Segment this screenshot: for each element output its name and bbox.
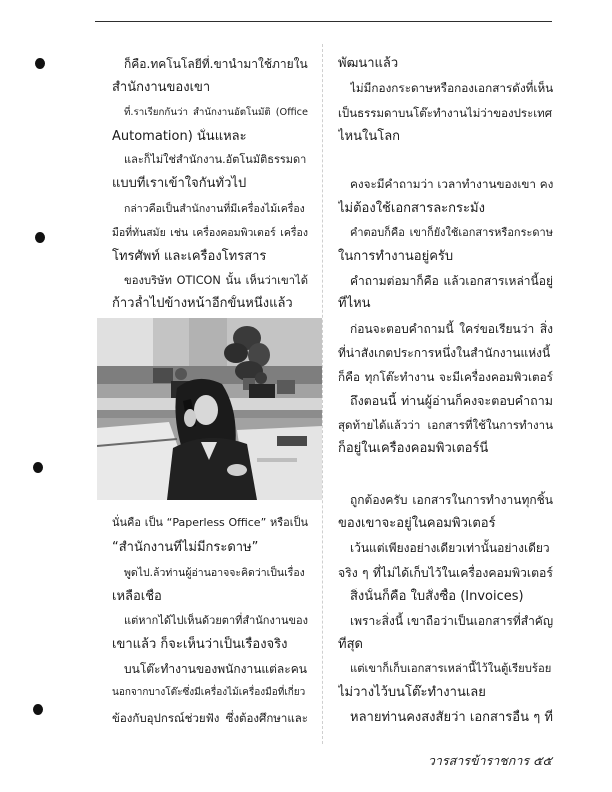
body-text-line: สุดท้ายได้แล้วว่า เอกสารที่ใช้ในการทำงาน (338, 418, 553, 432)
body-text-line: เขาแล้ว ก็จะเห็นว่าเป็นเรื่องจริง (112, 637, 288, 652)
body-text-line: เพราะสิ่งนี้ เขาถือว่าเป็นเอกสารที่สำคัญ (350, 614, 553, 628)
bright-window (97, 318, 153, 366)
body-text-line: นั่นคือ เป็น “Paperless Office” หรือเป็น (112, 516, 308, 529)
body-text-line: ก่อนจะตอบคำถามนี้ ใคร่ขอเรียนว่า สิ่ง (350, 322, 553, 336)
body-text-line: พัฒนาแล้ว (338, 56, 399, 71)
body-text-line: ก้าวล้ำไปข้างหน้าอีกขั้นหนึ่งแล้ว (112, 296, 293, 311)
body-text-line: ข้องกับอุปกรณ์ช่วยฟัง ซึ่งต้องศึกษาและ (112, 711, 308, 725)
body-text-line: แต่เขาก็เก็บเอกสารเหล่านี้ไว้ในตู้เรียบร้อย (350, 662, 552, 675)
body-text-line: บนโต๊ะทำงานของพนักงานแต่ละคน (124, 662, 307, 676)
body-text-line: ถึงตอนนี้ ท่านผู้อ่านก็คงจะตอบคำถาม (350, 393, 553, 408)
body-text-line: ที่สุด (338, 637, 363, 652)
body-text-line: ในการทำงานอยู่ครับ (338, 249, 454, 264)
body-text-line: กล่าวคือเป็นสำนักงานที่มีเครื่องไม้เครื่อง (124, 203, 305, 215)
body-text-line: ก็คือ.ทคโนโลยีที่.ขานำมาใช้ภายใน (124, 57, 308, 71)
body-text-line: นอกจากบางโต๊ะซึ่งมีเครื่องไม้เครื่องมือที่เกี่ยว (112, 687, 306, 698)
body-text-line: ไม่มีกองกระดาษหรือกองเอกสารดังที่เห็น (350, 81, 553, 95)
office-photo-image (97, 318, 322, 500)
body-text-line: และก็ไม่ใช่สำนักงาน.อัตโนมัติธรรมดา (124, 153, 307, 166)
body-text-line: ถูกต้องครับ เอกสารในการทำงานทุกชิ้น (350, 493, 553, 507)
body-text-line: แต่หากได้ไปเห็นด้วยตาที่สำนักงานของ (124, 614, 308, 627)
body-text-line: ที่.ราเรียกกันว่า สำนักงานอัตโนมัติ (Office (124, 107, 308, 118)
body-text-line: มือที่ทันสมัย เช่น เครื่องคอมพิวเตอร์ เครื่อง (112, 227, 308, 239)
binder-hole (33, 462, 43, 473)
body-text-line: แบบที่เราเข้าใจกันทั่วไป (112, 176, 247, 191)
body-text-line: ไหนในโลก (338, 129, 401, 144)
body-text-line: คำถามต่อมาก็คือ แล้วเอกสารเหล่านี้อยู่ (350, 274, 553, 288)
body-text-line: หลายท่านคงสงสัยว่า เอกสารอื่น ๆ ที่ (350, 710, 553, 725)
binder-hole (35, 232, 45, 243)
body-text-line: เป็นธรรมดาบนโต๊ะทำงานไม่ว่าของประเทศ (338, 106, 553, 120)
right-column (338, 0, 553, 792)
binder-hole (35, 58, 45, 69)
body-text-line: คงจะมีคำถามว่า เวลาทำงานของเขา คง (350, 177, 553, 191)
body-text-line: สำนักงานของเขา (112, 80, 211, 95)
body-text-line: สิ่งนั้นก็คือ ใบสั่งซื้อ (Invoices) (350, 589, 524, 604)
desk-telephone (277, 436, 307, 446)
body-text-line: ที่ไหน (338, 296, 371, 311)
body-text-line: ของบริษัท OTICON นั้น เห็นว่าเขาได้ (124, 274, 308, 287)
body-text-line: คำตอบก็คือ เขาก็ยังใช้เอกสารหรือกระดาษ (350, 226, 553, 239)
body-text-line: ไม่ต้องใช้เอกสารละกระมัง (338, 201, 485, 216)
body-text-line: ก็อยู่ในเครื่องคอมพิวเตอร์นี่ (338, 441, 489, 456)
office-photo (97, 318, 322, 500)
body-text-line: ของเขาจะอยู่ในคอมพิวเตอร์ (338, 516, 496, 531)
body-text-line: ก็คือ ทุกโต๊ะทำงาน จะมีเครื่องคอมพิวเตอร์ (338, 370, 553, 384)
body-text-line: จริง ๆ ที่ไม่ได้เก็บไว้ในเครื่องคอมพิวเตอร์ (338, 566, 553, 580)
publication-name: วารสารข้าราชการ (427, 753, 530, 768)
body-text-line: เว้นแต่เพียงอย่างเดียวเท่านั้นอย่างเดียว (350, 541, 550, 555)
body-text-line: “สำนักงานที่ไม่มีกระดาษ” (112, 540, 259, 555)
body-text-line: ไม่วางไว้บนโต๊ะทำงานเลย (338, 685, 486, 700)
column-divider (322, 44, 323, 744)
page-footer (428, 752, 552, 770)
desk-papers (257, 458, 297, 462)
binder-hole (33, 704, 43, 715)
body-text-line: พูดไป.ล้วท่านผู้อ่านอาจจะคิดว่าเป็นเรื่อง (124, 567, 305, 579)
body-text-line: เหลือเชื่อ (112, 589, 162, 604)
body-text-line: โทรศัพท์ และเครื่องโทรสาร (112, 249, 267, 264)
body-text-line: Automation) นั่นแหละ (112, 129, 247, 144)
wall-panel (189, 318, 227, 368)
page-number: ๕๕ (533, 753, 552, 768)
body-text-line: ที่น่าสังเกตประการหนึ่งในสำนักงานแห่งนี้ (338, 346, 551, 360)
